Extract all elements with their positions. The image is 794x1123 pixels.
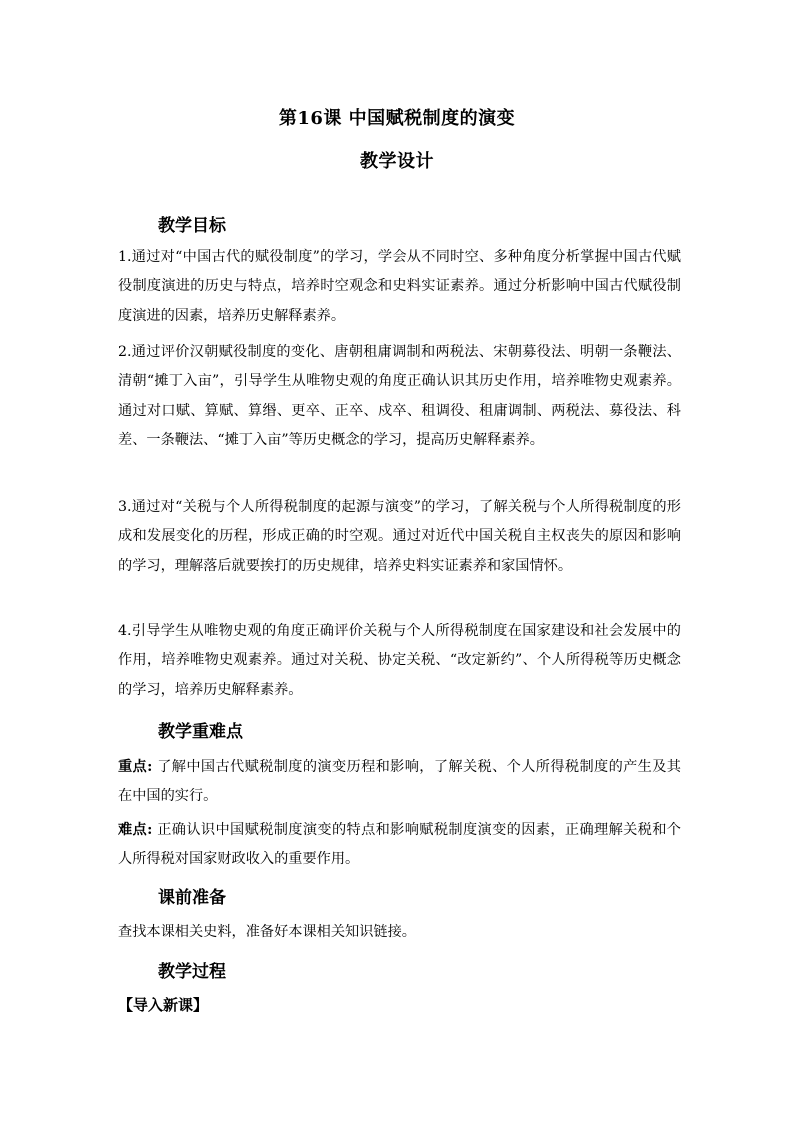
focus-label: 重点: (118, 759, 153, 775)
objective-item-3: 3.通过对“关税与个人所得税制度的起源与演变”的学习，了解关税与个人所得税制度的形成和发展变化的历程，形成正确的时空观。通过对近代中国关税自主权丧失的原因和影响的学习，理解落后就要挨打的历史规律，培养史料实证素养和家国情怀。 (118, 499, 681, 574)
objective-item-1: 1.通过对“中国古代的赋役制度”的学习，学会从不同时空、多种角度分析掌握中国古代赋役制度演进的历史与特点，培养时空观念和史料实证素养。通过分析影响中国古代赋役制度演进的因素，培养历史解释素养。 (118, 249, 681, 324)
preparation-heading: 课前准备 (158, 888, 226, 908)
focus-paragraph (118, 753, 681, 812)
difficulty-paragraph (118, 816, 681, 875)
objective-item-2: 2.通过评价汉朝赋役制度的变化、唐朝租庸调制和两税法、宋朝募役法、明朝一条鞭法、清朝“摊丁入亩”，引导学生从唯物史观的角度正确认识其历史作用，培养唯物史观素养。通过对口赋、算赋、算缗、更卒、正卒、戍卒、租调役、租庸调制、两税法、募役法、科差、一条鞭法、“摊丁入亩”等历史概念的学习，提高历史解释素养。 (118, 344, 681, 448)
key-points-heading: 教学重难点 (158, 722, 243, 742)
objective-item-4: 4.引导学生从唯物史观的角度正确评价关税与个人所得税制度在国家建设和社会发展中的作用，培养唯物史观素养。通过对关税、协定关税、“改定新约”、个人所得税等历史概念的学习，培养历史解释素养。 (118, 623, 681, 698)
intro-section-label: 【导入新课】 (118, 996, 209, 1014)
focus-text: 了解中国古代赋税制度的演变历程和影响，了解关税、个人所得税制度的产生及其在中国的实行。 (118, 759, 681, 805)
page-subtitle: 教学设计 (360, 151, 434, 172)
difficulty-label: 难点: (118, 822, 153, 838)
process-heading: 教学过程 (158, 962, 226, 982)
difficulty-text: 正确认识中国赋税制度演变的特点和影响赋税制度演变的因素，正确理解关税和个人所得税对国家财政收入的重要作用。 (118, 822, 681, 868)
objectives-heading: 教学目标 (158, 216, 226, 236)
page-title: 第16课 中国赋税制度的演变 (278, 108, 516, 129)
preparation-text: 查找本课相关史料，准备好本课相关知识链接。 (118, 924, 416, 940)
